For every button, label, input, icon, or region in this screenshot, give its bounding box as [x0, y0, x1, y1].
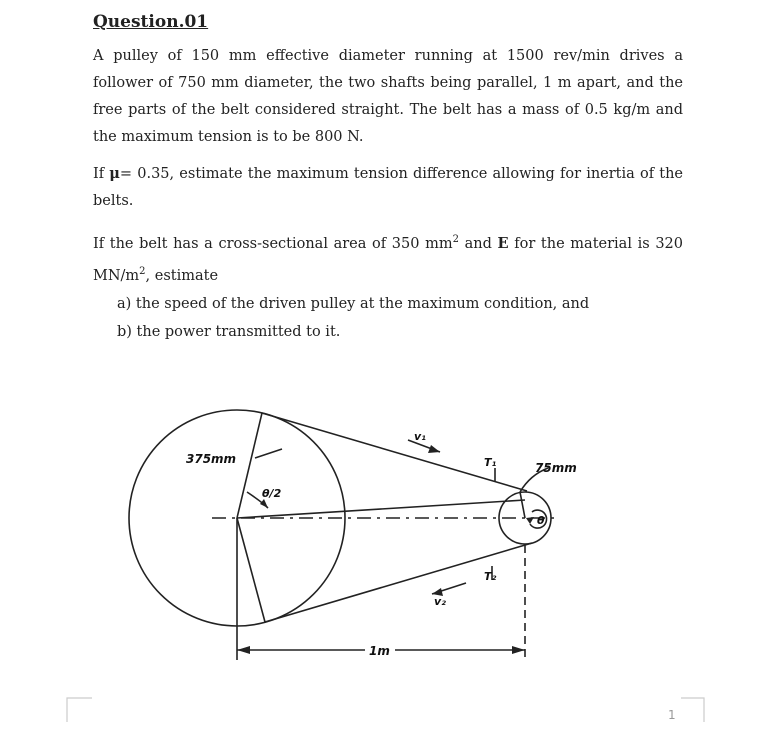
modulus-symbol: E	[497, 234, 509, 252]
label-375mm: 375mm	[186, 452, 237, 466]
page-number: 1	[668, 708, 676, 722]
elasticity-text-b: and	[458, 235, 498, 252]
label-1m: 1m	[369, 644, 390, 658]
mu-symbol: μ	[109, 165, 120, 182]
half-angle-arrowhead	[260, 499, 268, 508]
label-half-angle: θ/2	[262, 487, 282, 500]
superscript-2b: 2	[139, 265, 146, 277]
superscript-2: 2	[452, 234, 459, 245]
corner-mark-right	[681, 698, 704, 722]
label-t2: T₂	[484, 570, 497, 583]
label-v2: v₂	[434, 595, 446, 608]
subquestion-a: a) the speed of the driven pulley at the maximum condition, and	[117, 296, 590, 312]
label-v1: v₁	[414, 430, 426, 443]
label-theta: θ	[537, 514, 545, 527]
radius-top	[237, 413, 262, 518]
radius-bottom	[237, 518, 265, 622]
dim-arrowhead-left	[237, 646, 250, 654]
elasticity-text-d: , estimate	[145, 267, 219, 284]
label-75mm: 75mm	[535, 461, 577, 475]
small-radius	[520, 492, 525, 518]
problem-statement: A pulley of 150 mm effective diameter running at 1500 rev/min drives a follower of 750 mm diameter, the two shafts being parallel, 1 m apart, and the free parts of the belt considered straight. The belt has a mass of 0.5 kg/m and the maximum tension is to be 800 N.	[93, 48, 683, 145]
subquestion-b: b) the power transmitted to it.	[117, 324, 341, 340]
elasticity-text-a: If the belt has a cross-sectional area of 350 mm	[93, 235, 453, 252]
radius-leader	[255, 449, 282, 458]
v1-arrowhead	[428, 445, 440, 453]
page-corner-marks	[67, 698, 704, 722]
question-title: Question.01	[93, 12, 209, 32]
corner-mark-left	[67, 698, 92, 722]
belt-top-tight	[262, 413, 527, 491]
friction-question-pre: If	[93, 166, 110, 182]
elasticity-text-c: for the material is 320 MN/m	[93, 235, 683, 284]
label-t1: T₁	[484, 456, 497, 469]
dim-arrowhead-right	[512, 646, 525, 654]
center-chord	[237, 500, 525, 518]
theta-arrowhead	[526, 517, 534, 524]
friction-question-post: = 0.35, estimate the maximum tension difference allowing for inertia of the belts.	[93, 166, 683, 209]
